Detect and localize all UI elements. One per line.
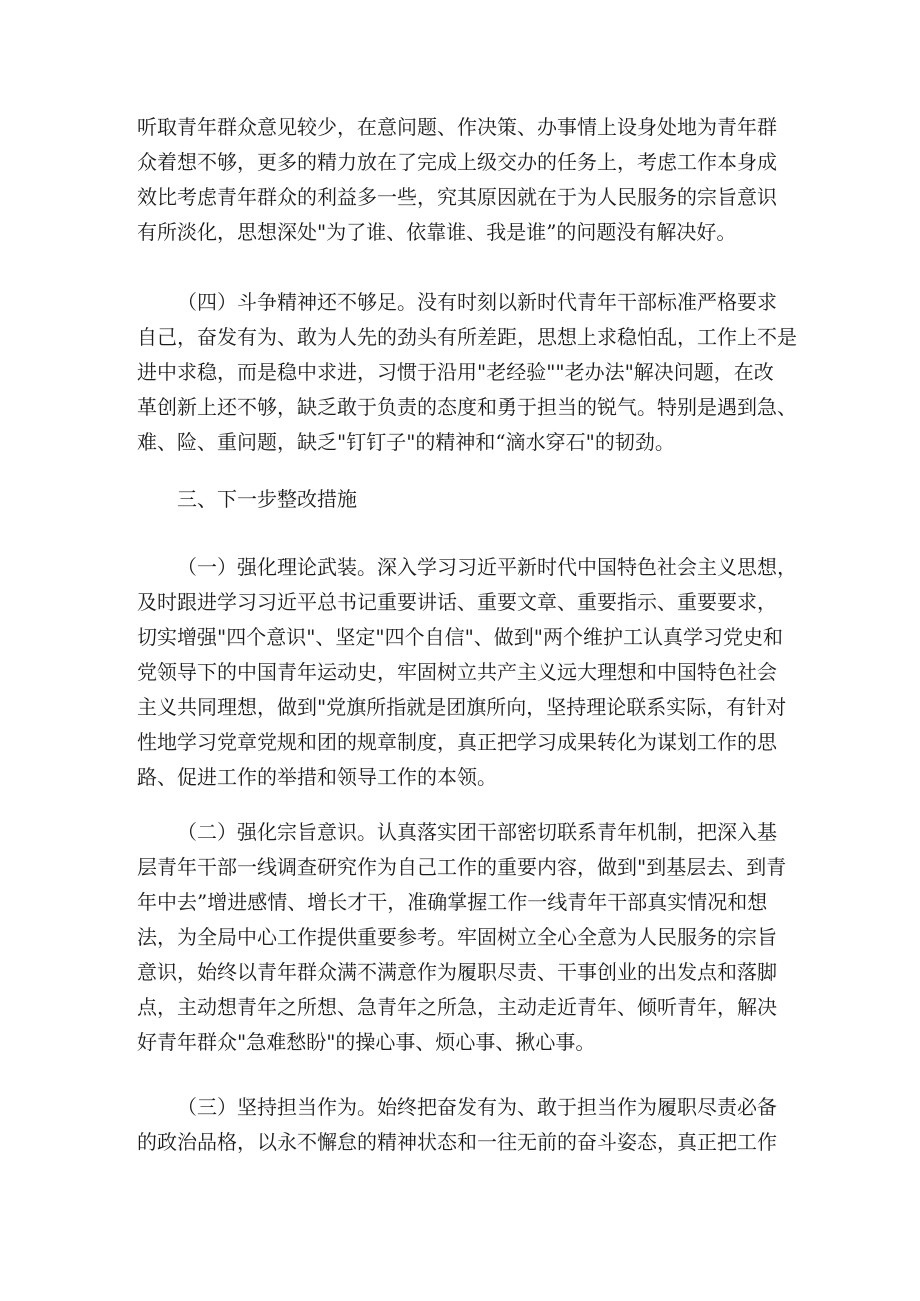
paragraph-4-line-0: （二）强化宗旨意识。认真落实团干部密切联系青年机制，把深入基 bbox=[177, 820, 777, 844]
paragraph-4-line-6: 好青年群众"急难愁盼"的操心事、烦心事、揪心事。 bbox=[137, 1030, 596, 1054]
paragraph-0-line-3: 有所淡化，思想深处"为了谁、依靠谁、我是谁”的问题没有解决好。 bbox=[137, 220, 737, 244]
paragraph-3-line-3: 党领导下的中国青年运动史，牢固树立共产主义远大理想和中国特色社会 bbox=[137, 660, 777, 684]
paragraph-5-line-1: 的政治品格，以永不懈怠的精神状态和一往无前的奋斗姿态，真正把工作 bbox=[137, 1130, 777, 1154]
paragraph-1-line-3: 革创新上还不够，缺乏敢于负责的态度和勇于担当的锐气。特别是遇到急、 bbox=[137, 395, 797, 419]
paragraph-4-line-4: 意识，始终以青年群众满不满意作为履职尽责、干事创业的出发点和落脚 bbox=[137, 960, 777, 984]
paragraph-3-line-5: 性地学习党章党规和团的规章制度，真正把学习成果转化为谋划工作的思 bbox=[137, 730, 777, 754]
paragraph-1-line-4: 难、险、重问题，缺乏"钉钉子"的精神和“滴水穿石"的韧劲。 bbox=[137, 430, 675, 454]
paragraph-1-line-0: （四）斗争精神还不够足。没有时刻以新时代青年干部标准严格要求 bbox=[177, 290, 777, 314]
paragraph-4-line-2: 年中去”增进感情、增长才干，准确掌握工作一线青年干部真实情况和想 bbox=[137, 890, 768, 914]
paragraph-0-line-0: 听取青年群众意见较少，在意问题、作决策、办事情上设身处地为青年群 bbox=[137, 115, 777, 139]
section-heading: 三、下一步整改措施 bbox=[177, 487, 357, 511]
paragraph-0-line-2: 效比考虑青年群众的利益多一些，究其原因就在于为人民服务的宗旨意识 bbox=[137, 185, 777, 209]
paragraph-4-line-3: 法，为全局中心工作提供重要参考。牢固树立全心全意为人民服务的宗旨 bbox=[137, 925, 777, 949]
paragraph-1-line-1: 自己，奋发有为、敢为人先的劲头有所差距，思想上求稳怕乱，工作上不是 bbox=[137, 325, 797, 349]
paragraph-3-line-6: 路、促进工作的举措和领导工作的本领。 bbox=[137, 765, 497, 789]
paragraph-3-line-0: （一）强化理论武装。深入学习习近平新时代中国特色社会主义思想， bbox=[177, 555, 797, 579]
paragraph-1-line-2: 进中求稳，而是稳中求进，习惯于沿用"老经验""老办法"解决问题，在改 bbox=[137, 360, 774, 384]
paragraph-3-line-2: 切实增强"四个意识"、坚定"四个自信"、做到"两个维护工认真学习党史和 bbox=[137, 625, 783, 649]
paragraph-5-line-0: （三）坚持担当作为。始终把奋发有为、敢于担当作为履职尽责必备 bbox=[177, 1095, 777, 1119]
paragraph-0-line-1: 众着想不够，更多的精力放在了完成上级交办的任务上，考虑工作本身成 bbox=[137, 150, 777, 174]
paragraph-4-line-5: 点，主动想青年之所想、急青年之所急，主动走近青年、倾听青年，解决 bbox=[137, 995, 777, 1019]
paragraph-3-line-1: 及时跟进学习习近平总书记重要讲话、重要文章、重要指示、重要要求， bbox=[137, 590, 777, 614]
paragraph-4-line-1: 层青年干部一线调查研究作为自己工作的重要内容，做到"到基层去、到青 bbox=[137, 855, 787, 879]
paragraph-3-line-4: 主义共同理想，做到"党旗所指就是团旗所向，坚持理论联系实际，有针对 bbox=[137, 695, 787, 719]
